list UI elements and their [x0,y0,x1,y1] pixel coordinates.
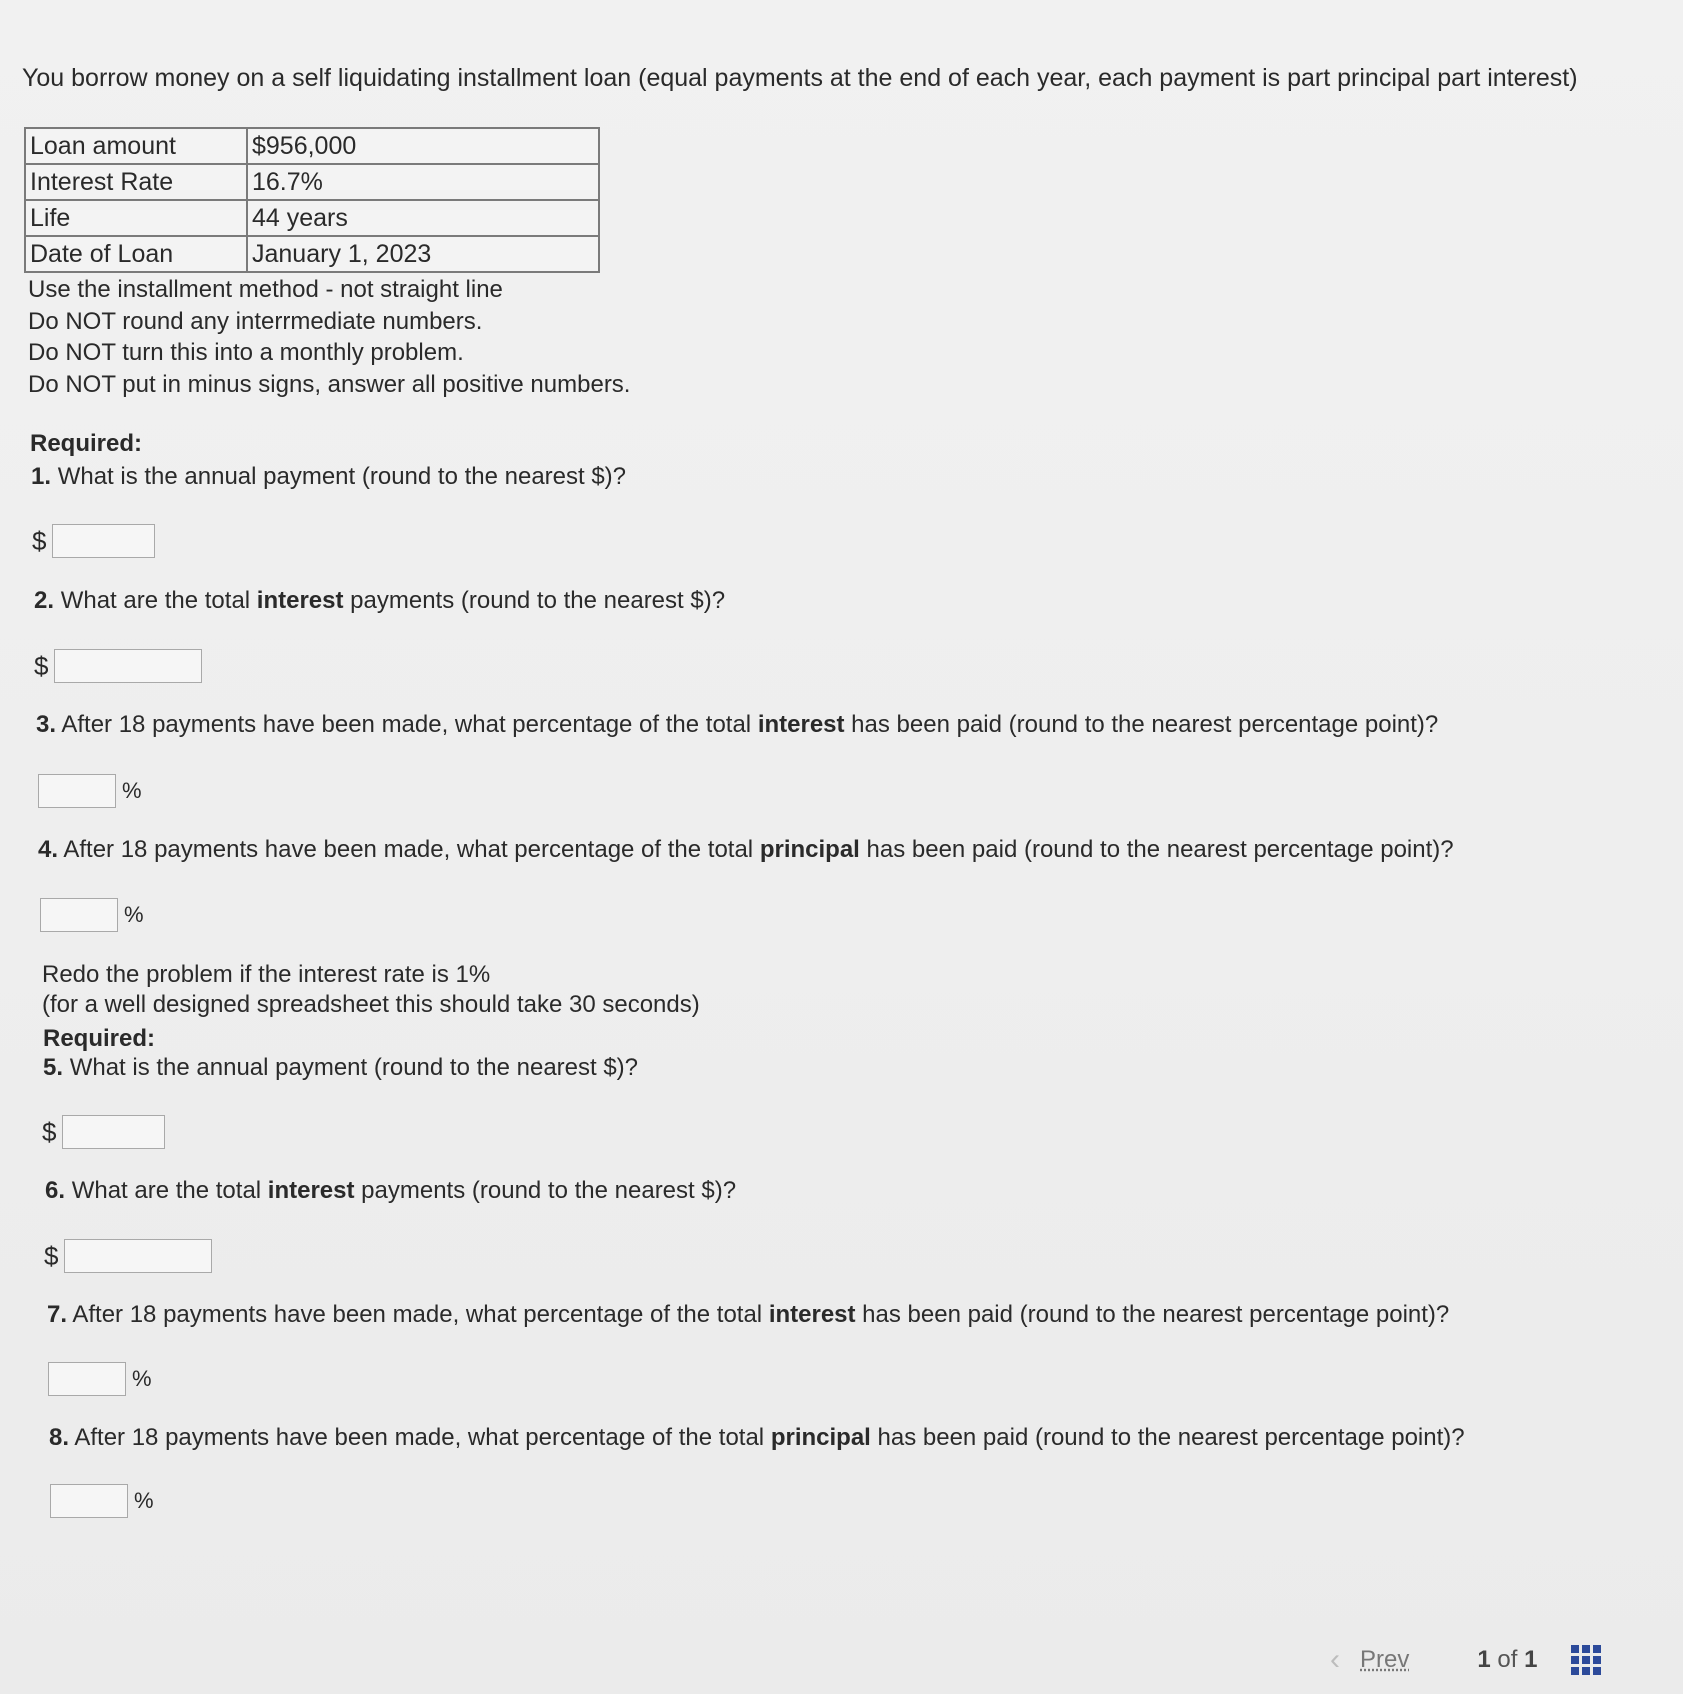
question-text: What are the total [60,587,257,614]
question-8 [49,1423,1465,1453]
grid-menu-icon[interactable] [1571,1645,1601,1675]
annual-payment-input[interactable] [52,524,155,558]
loan-table [24,127,600,273]
life-value: 44 years [247,200,599,236]
page-indicator [1477,1646,1537,1674]
page-current: 1 [1477,1646,1491,1673]
redo-line: Redo the problem if the interest rate is 1% [42,961,491,988]
question-number: 3. [36,711,57,738]
total-interest-input[interactable] [54,649,202,683]
question-emphasis: principal [770,1424,871,1451]
required-heading: Required: [43,1025,156,1052]
question-7 [47,1300,1449,1330]
question-emphasis: interest [768,1301,856,1328]
date-of-loan-label: Date of Loan [25,236,247,272]
answer-6 [44,1239,212,1273]
answer-7 [48,1362,152,1396]
loan-amount-label: Loan amount [25,128,247,164]
table-row [25,128,599,164]
percent-sign: % [134,1488,154,1513]
question-text: payments (round to the nearest $)? [343,587,726,614]
answer-2 [34,649,202,683]
table-row [25,200,599,236]
answer-5 [42,1115,165,1149]
question-1 [31,462,626,492]
answer-4 [40,898,144,932]
question-number: 5. [43,1054,64,1081]
percent-sign: % [132,1366,152,1391]
life-label: Life [25,200,247,236]
required-heading: Required: [30,430,143,457]
redo-line: (for a well designed spreadsheet this should take 30 seconds) [42,991,700,1018]
chevron-left-icon[interactable]: ‹ [1330,1643,1340,1676]
percent-sign: % [124,902,144,927]
answer-8 [50,1484,154,1518]
dollar-sign: $ [44,1240,59,1271]
principal-paid-percent-input[interactable] [40,898,118,932]
question-6 [45,1176,736,1206]
question-text: has been paid (round to the nearest percentage point)? [855,1301,1450,1328]
table-row [25,164,599,200]
instruction-line: Do NOT put in minus signs, answer all positive numbers. [28,370,631,398]
question-2 [34,586,725,616]
page-total: 1 [1524,1646,1538,1673]
dollar-sign: $ [32,525,47,556]
question-3 [36,710,1438,740]
interest-rate-value: 16.7% [247,164,599,200]
instruction-line: Do NOT turn this into a monthly problem. [28,339,464,366]
principal-paid-percent-input[interactable] [50,1484,128,1518]
instruction-line: Do NOT round any interrmediate numbers. [28,307,483,335]
loan-amount-value: $956,000 [247,128,599,164]
pagination [1330,1640,1650,1680]
question-text: has been paid (round to the nearest percentage point)? [859,836,1454,863]
question-emphasis: interest [256,587,344,614]
question-number: 8. [49,1424,70,1451]
question-emphasis: interest [267,1177,355,1204]
question-number: 6. [45,1177,66,1204]
question-4 [38,835,1454,865]
question-number: 7. [47,1301,68,1328]
question-emphasis: interest [757,711,845,738]
instructions [28,274,630,400]
question-5 [43,1053,638,1083]
date-of-loan-value: January 1, 2023 [247,236,599,272]
question-number: 4. [38,836,59,863]
question-text: After 18 payments have been made, what percentage of the total [63,836,760,863]
percent-sign: % [122,778,142,803]
annual-payment-input[interactable] [62,1115,165,1149]
table-row [25,236,599,272]
question-text: What is the annual payment (round to the nearest $)? [69,1054,639,1081]
problem-intro: You borrow money on a self liquidating installment loan (equal payments at the end of each year, each payment is part principal part interest) [22,64,1578,92]
prev-button[interactable]: Prev [1360,1646,1410,1673]
question-text: What is the annual payment (round to the nearest $)? [57,463,627,490]
redo-instructions [42,960,700,1020]
question-text: has been paid (round to the nearest percentage point)? [844,711,1439,738]
question-number: 2. [34,587,55,614]
question-number: 1. [31,463,52,490]
interest-paid-percent-input[interactable] [48,1362,126,1396]
instruction-line: Use the installment method - not straight line [28,276,503,303]
answer-1 [32,524,155,558]
question-text: After 18 payments have been made, what percentage of the total [61,711,758,738]
interest-rate-label: Interest Rate [25,164,247,200]
question-text: What are the total [71,1177,268,1204]
dollar-sign: $ [34,650,49,681]
answer-3 [38,774,142,808]
dollar-sign: $ [42,1116,57,1147]
page-of: of [1497,1646,1518,1673]
total-interest-input[interactable] [64,1239,212,1273]
question-text: has been paid (round to the nearest percentage point)? [870,1424,1465,1451]
question-text: After 18 payments have been made, what percentage of the total [72,1301,769,1328]
question-text: After 18 payments have been made, what percentage of the total [74,1424,771,1451]
interest-paid-percent-input[interactable] [38,774,116,808]
question-emphasis: principal [759,836,860,863]
question-text: payments (round to the nearest $)? [354,1177,737,1204]
